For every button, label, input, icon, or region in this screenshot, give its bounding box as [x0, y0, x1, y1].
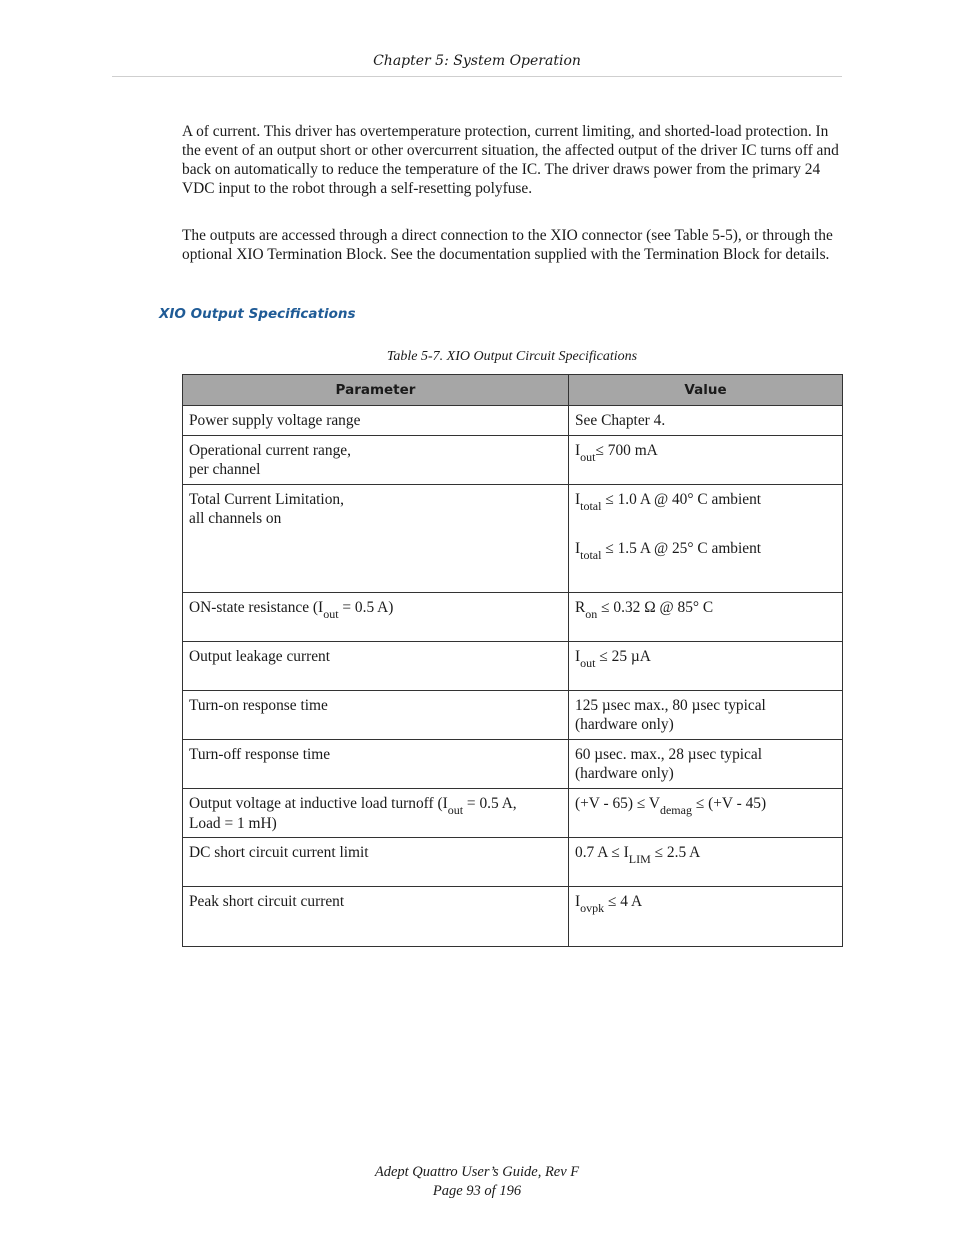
parameter-text: Output voltage at inductive load turnoff (I [189, 795, 448, 812]
value-text: 125 µsec max., 80 µsec typical [575, 697, 766, 714]
table-row [183, 593, 843, 642]
value-symbol: R [575, 599, 586, 616]
value-cell [569, 740, 843, 789]
value-symbol: I [575, 540, 581, 557]
value-text: ≤ 2.5 A [650, 844, 701, 861]
value-symbol: I [575, 648, 581, 665]
table-row [183, 838, 843, 887]
value-subscript: LIM [628, 852, 651, 866]
parameter-text: Operational current range, [189, 442, 351, 459]
value-symbol: I [575, 491, 581, 508]
parameter-cell [183, 740, 569, 789]
parameter-text: DC short circuit current limit [189, 844, 369, 861]
value-text: ≤ 4 A [604, 893, 643, 910]
value-subscript: total [580, 548, 602, 562]
parameter-text: ON-state resistance (I [189, 599, 324, 616]
value-symbol: 0.7 A ≤ I [575, 844, 629, 861]
table-row [183, 691, 843, 740]
parameter-cell [183, 691, 569, 740]
value-subscript: total [580, 499, 602, 513]
value-subscript: out [580, 656, 596, 670]
value-cell [569, 642, 843, 691]
table-row [183, 740, 843, 789]
parameter-text: Total Current Limitation, [189, 491, 344, 508]
value-line-2 [575, 539, 836, 562]
header-rule [112, 76, 842, 77]
value-symbol: I [575, 442, 581, 459]
value-text: ≤ (+V - 45) [691, 795, 767, 812]
parameter-cell [183, 593, 569, 642]
parameter-cell [183, 642, 569, 691]
xio-output-spec-table [182, 374, 843, 947]
value-text: ≤ 700 mA [595, 442, 658, 459]
parameter-cell [183, 838, 569, 887]
parameter-text: Peak short circuit current [189, 893, 345, 910]
body-paragraph-1: A of current. This driver has overtemperature protection, current limiting, and shorted-load protection. In the event of an output short or other overcurrent situation, the affected output of the driver IC turns off and back on automatically to reduce the temperature of the IC. The driver draws power from the primary 24 VDC input to the robot through a self-resetting polyfuse. [182, 123, 839, 197]
table-row [183, 642, 843, 691]
parameter-text: Turn-on response time [189, 697, 328, 714]
value-text: ≤ 1.5 A @ 25° C ambient [601, 540, 762, 557]
value-line-1 [575, 490, 836, 513]
value-cell [569, 593, 843, 642]
value-text-line2: (hardware only) [575, 716, 674, 733]
table-row [183, 887, 843, 947]
value-text: ≤ 25 µA [595, 648, 651, 665]
value-cell [569, 838, 843, 887]
value-symbol: I [575, 893, 581, 910]
column-header-parameter: Parameter [183, 375, 569, 406]
parameter-subscript: out [447, 803, 464, 817]
page-header: Chapter 5: System Operation [373, 53, 581, 69]
value-subscript: out [580, 450, 596, 464]
parameter-cell [183, 887, 569, 947]
section-heading: XIO Output Specifications [159, 306, 356, 322]
value-text: ≤ 1.0 A @ 40° C ambient [601, 491, 762, 508]
parameter-line-1 [189, 794, 562, 817]
body-paragraph-2: The outputs are accessed through a direct connection to the XIO connector (see Table 5-5), or through the optional XIO Termination Block. See the documentation supplied with the Termination Block for details. [182, 227, 833, 263]
parameter-cell [183, 789, 569, 838]
value-cell [569, 406, 843, 436]
value-subscript: on [585, 607, 598, 621]
parameter-cell [183, 436, 569, 485]
parameter-text-tail: = 0.5 A, [463, 795, 517, 812]
table-row [183, 406, 843, 436]
value-cell [569, 691, 843, 740]
parameter-text: Power supply voltage range [189, 412, 361, 429]
value-subscript: demag [659, 803, 692, 817]
parameter-text-line2: per channel [189, 461, 261, 478]
table-row [183, 436, 843, 485]
value-subscript: ovpk [580, 901, 605, 915]
parameter-text-line2: all channels on [189, 510, 282, 527]
value-cell [569, 789, 843, 838]
footer-guide-title: Adept Quattro User’s Guide, Rev F [374, 1164, 580, 1180]
value-text: ≤ 0.32 Ω @ 85° C [597, 599, 714, 616]
value-cell [569, 436, 843, 485]
parameter-text: Output leakage current [189, 648, 331, 665]
value-text: 60 µsec. max., 28 µsec typical [575, 746, 762, 763]
parameter-text-line2: Load = 1 mH) [189, 815, 277, 832]
parameter-cell [183, 485, 569, 593]
value-text-line2: (hardware only) [575, 765, 674, 782]
value-symbol: (+V - 65) ≤ V [575, 795, 660, 812]
table-header-row [183, 375, 843, 406]
value-text: See Chapter 4. [575, 412, 666, 429]
parameter-text: Turn-off response time [189, 746, 331, 763]
parameter-cell [183, 406, 569, 436]
footer-page-number: Page 93 of 196 [432, 1183, 522, 1199]
parameter-subscript: out [323, 607, 339, 621]
value-spacer [575, 510, 836, 539]
table-caption: Table 5-7. XIO Output Circuit Specifications [386, 349, 638, 364]
page-footer [112, 1163, 842, 1201]
value-cell [569, 887, 843, 947]
table-row [183, 485, 843, 593]
value-cell [569, 485, 843, 593]
parameter-text-tail: = 0.5 A) [338, 599, 394, 616]
column-header-value: Value [569, 375, 843, 406]
table-row [183, 789, 843, 838]
